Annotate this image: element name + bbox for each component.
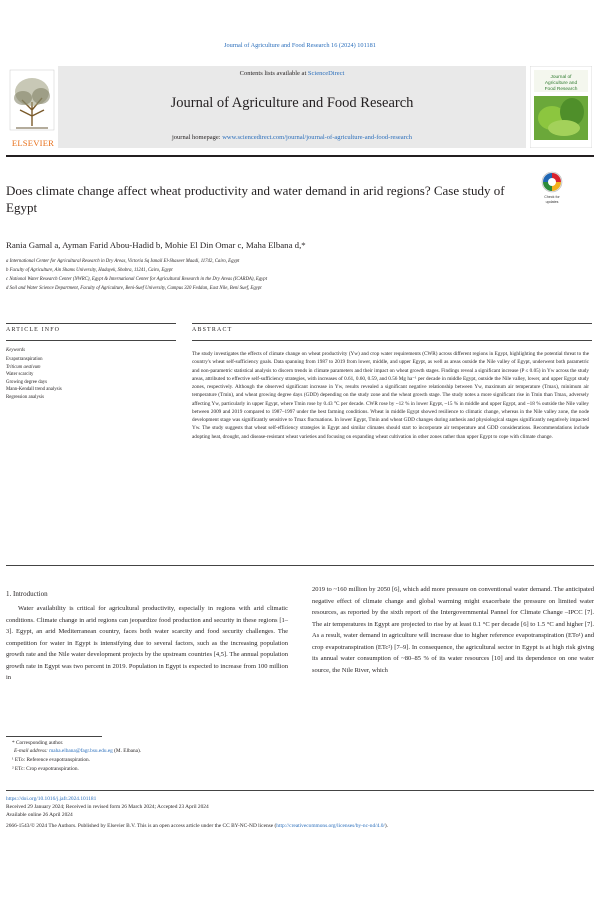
homepage-prefix: journal homepage: [172, 134, 223, 141]
footnote-1: ¹ ETo: Reference evapotranspiration. [12, 757, 90, 763]
author-list: Rania Gamal a, Ayman Farid Abou-Hadid b, Mohie El Din Omar c, Maha Elbana d,* [6, 240, 306, 250]
article-info-heading: ARTICLE INFO [6, 327, 61, 333]
license-prefix: 2666-1543/© 2024 The Authors. Published by Elsevier B.V. This is an open access article under the CC BY-NC-ND license ( [6, 823, 277, 829]
svg-text:Agriculture and: Agriculture and [544, 81, 578, 86]
svg-text:Check for: Check for [544, 195, 560, 199]
email-note [14, 748, 141, 755]
received-dates: Received 29 January 2024; Received in revised form 26 March 2024; Accepted 23 April 2024 [6, 804, 209, 810]
article-title: Does climate change affect wheat productivity and water demand in arid regions? Case study of Egypt [6, 183, 505, 215]
license-link[interactable]: http://creativecommons.org/licenses/by-nc-nd/4.0/ [276, 823, 385, 829]
keyword: Triticum aestivum [6, 364, 41, 370]
sciencedirect-link[interactable]: ScienceDirect [307, 70, 345, 77]
journal-homepage-line [58, 134, 526, 141]
keyword: Mann-Kendall trend analysis [6, 387, 62, 392]
check-for-updates-icon[interactable] [540, 170, 564, 208]
keyword: Growing degree days [6, 379, 48, 385]
abstract-heading: ABSTRACT [192, 327, 233, 333]
journal-cover-thumbnail[interactable] [530, 66, 592, 148]
footnote-rule [6, 736, 102, 737]
contents-available-line [58, 70, 526, 77]
affiliation-c: c National Water Research Center (NWRC), Egypt & International Center for Agricultural Research in the Dry Areas (ICARDA), Egypt [6, 277, 268, 282]
svg-text:Food Research: Food Research [544, 87, 578, 92]
available-online: Available online 26 April 2024 [6, 812, 73, 818]
corresponding-author-note: * Corresponding author. [12, 740, 64, 746]
svg-text:updates: updates [545, 200, 559, 204]
publisher-wordmark[interactable]: ELSEVIER [11, 138, 55, 148]
elsevier-tree-logo-icon [8, 66, 56, 148]
doi-link[interactable]: https://doi.org/10.1016/j.jafr.2024.101181 [6, 796, 97, 802]
introduction-heading: 1. Introduction [6, 590, 48, 598]
footnote-2: ² ETc: Crop evapotranspiration. [12, 766, 79, 772]
email-prefix: E-mail address: [14, 748, 50, 754]
introduction-column-left: Water availability is critical for agricultural productivity, especially in regions with arid climatic conditions. Climate change in arid regions can jeopardize food production and security in these regions [1–3]. Egypt, an arid Mediterranean country, faces both water scarcity and food security challenges. The competition for water in Egypt is intensifying due to several factors, such as the increasing population growth rate and the Nile water development projects by the upstream countries [4,5]. The annual population growth rate in Egypt was two percent in 2019. Population in Egypt is expected to increase from 100 million in [6, 605, 288, 681]
journal-name: Journal of Agriculture and Food Research [170, 95, 414, 111]
running-header[interactable]: Journal of Agriculture and Food Research 16 (2024) 101181 [224, 42, 376, 49]
abstract-end-rule [6, 565, 594, 566]
masthead-rule [6, 155, 594, 157]
affiliation-d: d Soil and Water Science Department, Faculty of Agriculture, Beni-Suef University, Campus 320 Feddan, East Nile, Beni Suef, Egypt [6, 286, 262, 291]
contents-prefix: Contents lists available at [239, 70, 308, 77]
article-info-bottom-rule [6, 340, 176, 341]
abstract-top-rule [192, 323, 592, 324]
keyword: Regression analysis [6, 394, 44, 400]
doi-line [6, 795, 594, 803]
article-info-top-rule [6, 323, 176, 324]
keywords-list [6, 356, 176, 401]
metadata-rule [6, 790, 594, 791]
affiliation-a: a International Center for Agricultural Research in Dry Areas, Victoria Sq Ismail El-Shaseer Maadi, 11742, Cairo, Egypt [6, 259, 240, 264]
abstract-bottom-rule [192, 340, 592, 341]
license-statement [6, 822, 594, 830]
keyword: Water scarcity [6, 372, 34, 377]
email-suffix: (M. Elbana). [112, 748, 142, 754]
abstract-text: The study investigates the effects of climate change on wheat productivity (Yw) and crop water requirements (CWR) across different regions in Egypt, highlighting the potential threat to the country's wheat self-sufficiency goals. Data spanning from 1987 to 2019 from lower, middle, and upper Egypt, as well as areas outside the Nile valley of Egypt, underwent both parametric and non-parametric statistical analysis to discern trends in climate parameters and their impact on wheat growth stages. Findings reveal a significant increase (P ≤ 0.05) in Yw across the study areas, attributed to effective self-sufficiency strategies, with increases of 0.61, 0.60, 0.59, and 0.56 Mg ha⁻¹ per decade in middle Egypt, outside the Nile valley, lower, and upper Egypt study zones, respectively. Although the observed significant increase in Yw, results revealed a significant negative relationship between Yw, maximum air temperature (Tmax), minimum air temperature (Tmin), and wheat growing degree days (GDD) depending on the study zone and the wheat growth stage. The study notes a more significant rise in Tmin than Tmax, adversely affecting Yw, particularly in upper Egypt, where Tmin rose by 0.43 °C per decade. CWR rose by ~12 % in lower Egypt, ~15 % in middle and upper Egypt, and ~18 % outside the Nile valley between 2009 and 2019 compared to 1987–1997 under the best farming conditions. Wheat in middle Egypt showed resilience to climatic change, whereas in the Nile valley zone, the node development stage was significantly sensitive to Tmax fluctuations. In lower Egypt, Tmin and wheat GDD changes during anthesis and physiological stages significantly negatively impacted Yw. The study suggests that wheat self-efficiency strategies in Egypt and similar climates should start to incorporate air temperature and GDD considerations. Recommendations include adopting heat, drought, and disease-resistant wheat varieties and focusing on expanding wheat cultivation in other zones rather than upper Egypt to cope with climate change. [192, 351, 589, 440]
affiliation-b: b Faculty of Agriculture, Ain Shams University, Hadayek, Shobra, 11241, Cairo, Egypt [6, 268, 173, 273]
keyword: Evapotranspiration [6, 357, 43, 362]
svg-text:Journal of: Journal of [550, 75, 572, 80]
keywords-label: Keywords [6, 348, 26, 353]
journal-homepage-link[interactable]: www.sciencedirect.com/journal/journal-of-agriculture-and-food-research [222, 134, 412, 141]
introduction-column-right: 2019 to ~160 million by 2050 [6], which add more pressure on conventional water demand. The anticipated negative effect of climate change and global warming might exacerbate the pressure on limited water resources, as reported by the sixth report of the Intergovernmental Pannel for Climate Change –IPCC [7]. The air temperatures in Egypt are projected to rise by at least 0.1 °C per decade [6] to 1.5 °C and higher [7]. As a result, water demand in agriculture will increase due to higher reference evapotranspiration (ETo¹) and crop evapotranspiration (ETc²) [7–9]. In consequence, the agricultural sector in Egypt is at high risk giving its annual water consumption of ~80–85 % of its water resources [10] and its dependence on one water source, the Nile River, which [312, 586, 594, 674]
author-email-link[interactable]: maha.elbana@fagr.bsu.edu.eg [49, 748, 113, 754]
license-suffix: ). [384, 823, 389, 829]
